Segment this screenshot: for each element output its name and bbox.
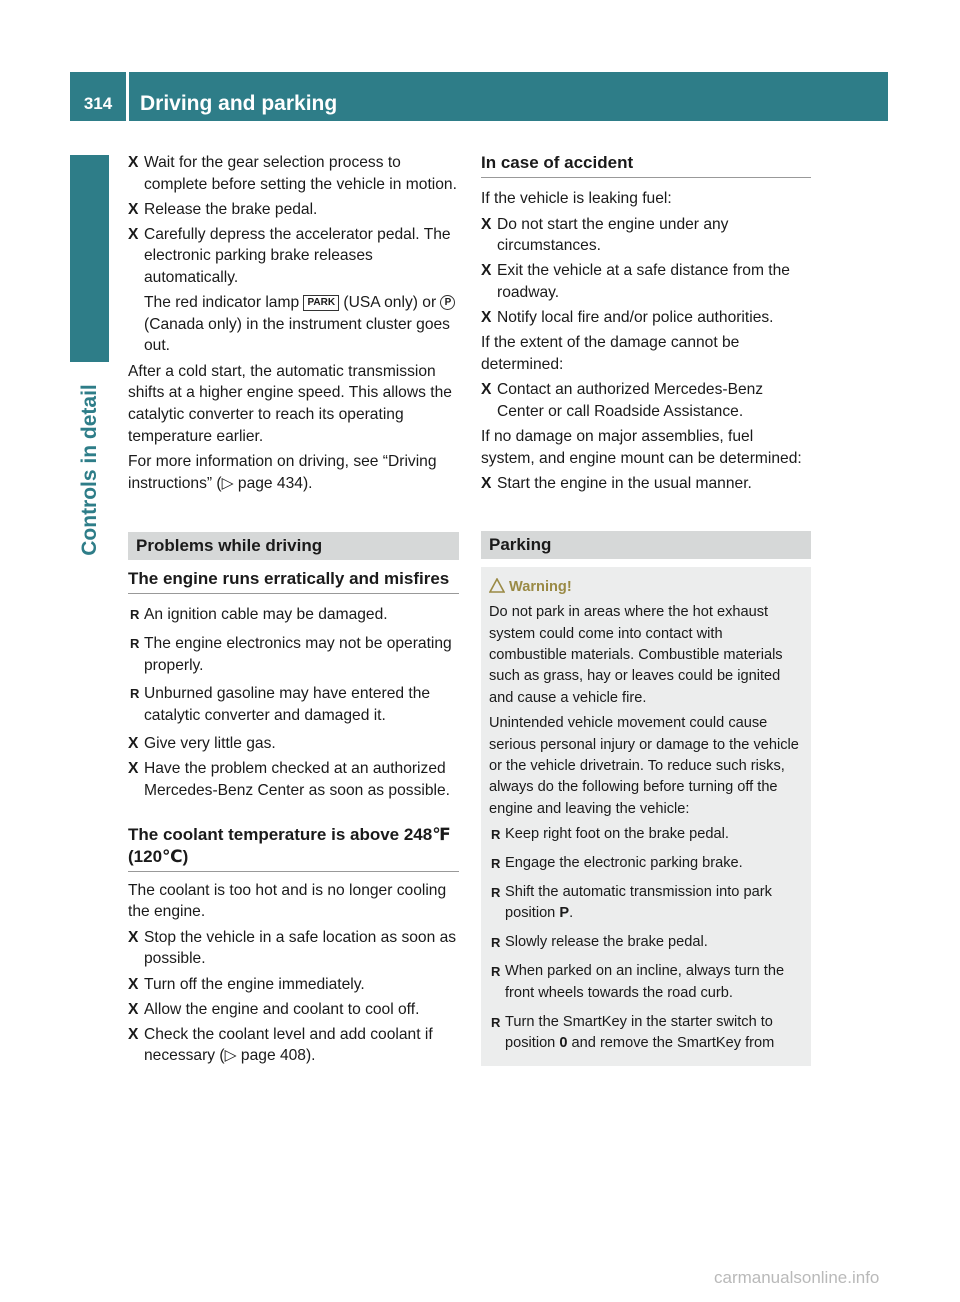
right-column — [481, 152, 811, 1066]
step-release-brake: X Release the brake pedal. — [128, 199, 459, 221]
warning-bullet-parking-brake: R Engage the electronic parking brake. — [489, 853, 803, 874]
page-number: 314 — [83, 94, 113, 113]
subheading-in-case-of-accident: In case of accident — [481, 152, 811, 178]
chapter-title: Driving and parking — [140, 92, 338, 115]
warning-paragraph-movement: Unintended vehicle movement could cause serious personal injury or damage to the vehicle or the vehicle drivetrain. To reduce such risks, always do the following before turning off the engine and leaving the vehicle: — [489, 715, 799, 817]
more-info-paragraph: For more information on driving, see “Driving instructions” (▷ page 434). — [128, 453, 437, 492]
park-indicator-icon: PARK — [303, 295, 339, 311]
warning-title: Warning! — [489, 577, 803, 598]
warning-box — [481, 567, 811, 1066]
subheading-coolant-temperature: The coolant temperature is above 248℉ (120℃) — [128, 824, 459, 872]
coolant-paragraph: The coolant is too hot and is no longer cooling the engine. — [128, 881, 447, 921]
leaking-fuel-paragraph: If the vehicle is leaking fuel: — [481, 190, 672, 207]
step-depress-accelerator: X Carefully depress the accelerator pedal. The electronic parking brake releases automatically. — [128, 224, 459, 289]
bullet-ignition-cable: R An ignition cable may be damaged. — [128, 604, 459, 626]
step-wait-gear: X Wait for the gear selection process to complete before setting the vehicle in motion. — [128, 152, 459, 195]
step-exit-vehicle: X Exit the vehicle at a safe distance from the roadway. — [481, 260, 811, 303]
bullet-engine-electronics: R The engine electronics may not be operating properly. — [128, 633, 459, 676]
step-allow-cool: X Allow the engine and coolant to cool off. — [128, 999, 459, 1021]
warning-triangle-icon — [489, 578, 505, 593]
step-contact-center: X Contact an authorized Mercedes-Benz Center or call Roadside Assistance. — [481, 379, 811, 422]
extent-damage-paragraph: If the extent of the damage cannot be determined: — [481, 334, 740, 373]
warning-bullet-brake-pedal: R Keep right foot on the brake pedal. — [489, 824, 803, 845]
step-give-little-gas: X Give very little gas. — [128, 733, 459, 755]
cold-start-paragraph: After a cold start, the automatic transmission shifts at a higher engine speed. This allows the catalytic converter to reach its operating temperature earlier. — [128, 362, 452, 445]
step-do-not-start: X Do not start the engine under any circumstances. — [481, 214, 811, 257]
no-damage-paragraph: If no damage on major assemblies, fuel system, and engine mount can be determined: — [481, 427, 802, 467]
bullet-unburned-gasoline: R Unburned gasoline may have entered the catalytic converter and damaged it. — [128, 683, 459, 726]
header-divider — [126, 72, 129, 121]
warning-paragraph-exhaust: Do not park in areas where the hot exhaust system could come into contact with combustible materials. Combustible materials such as grass, hay or leaves could be ignited and cause a vehicle fire. — [489, 604, 783, 706]
step-check-coolant: X Check the coolant level and add coolant if necessary (▷ page 408). — [128, 1024, 459, 1067]
step-turn-off-engine: X Turn off the engine immediately. — [128, 974, 459, 996]
warning-bullet-smartkey: R Turn the SmartKey in the starter switch to position 0 and remove the SmartKey from — [489, 1012, 803, 1055]
warning-bullet-incline: R When parked on an incline, always turn the front wheels towards the road curb. — [489, 961, 803, 1004]
watermark: carmanualsonline.info — [714, 1268, 880, 1287]
section-problems-while-driving: Problems while driving — [128, 532, 459, 560]
side-tab — [70, 155, 109, 362]
subheading-engine-runs-erratically: The engine runs erratically and misfires — [128, 568, 459, 594]
left-column — [128, 152, 459, 1070]
parking-brake-indicator-icon: P — [440, 295, 455, 310]
side-tab-label: Controls in detail — [77, 384, 101, 556]
warning-bullet-shift-park: R Shift the automatic transmission into park position P. — [489, 882, 803, 925]
step-have-problem-checked: X Have the problem checked at an authorized Mercedes-Benz Center as soon as possible. — [128, 758, 459, 801]
indicator-lamp-text: The red indicator lamp PARK (USA only) or P (Canada only) in the instrument cluster goes out. — [128, 292, 459, 357]
step-start-engine: X Start the engine in the usual manner. — [481, 473, 811, 495]
warning-bullet-release-brake: R Slowly release the brake pedal. — [489, 932, 803, 953]
step-stop-vehicle: X Stop the vehicle in a safe location as soon as possible. — [128, 927, 459, 970]
section-parking: Parking — [481, 531, 811, 559]
step-notify-authorities: X Notify local fire and/or police authorities. — [481, 307, 811, 329]
